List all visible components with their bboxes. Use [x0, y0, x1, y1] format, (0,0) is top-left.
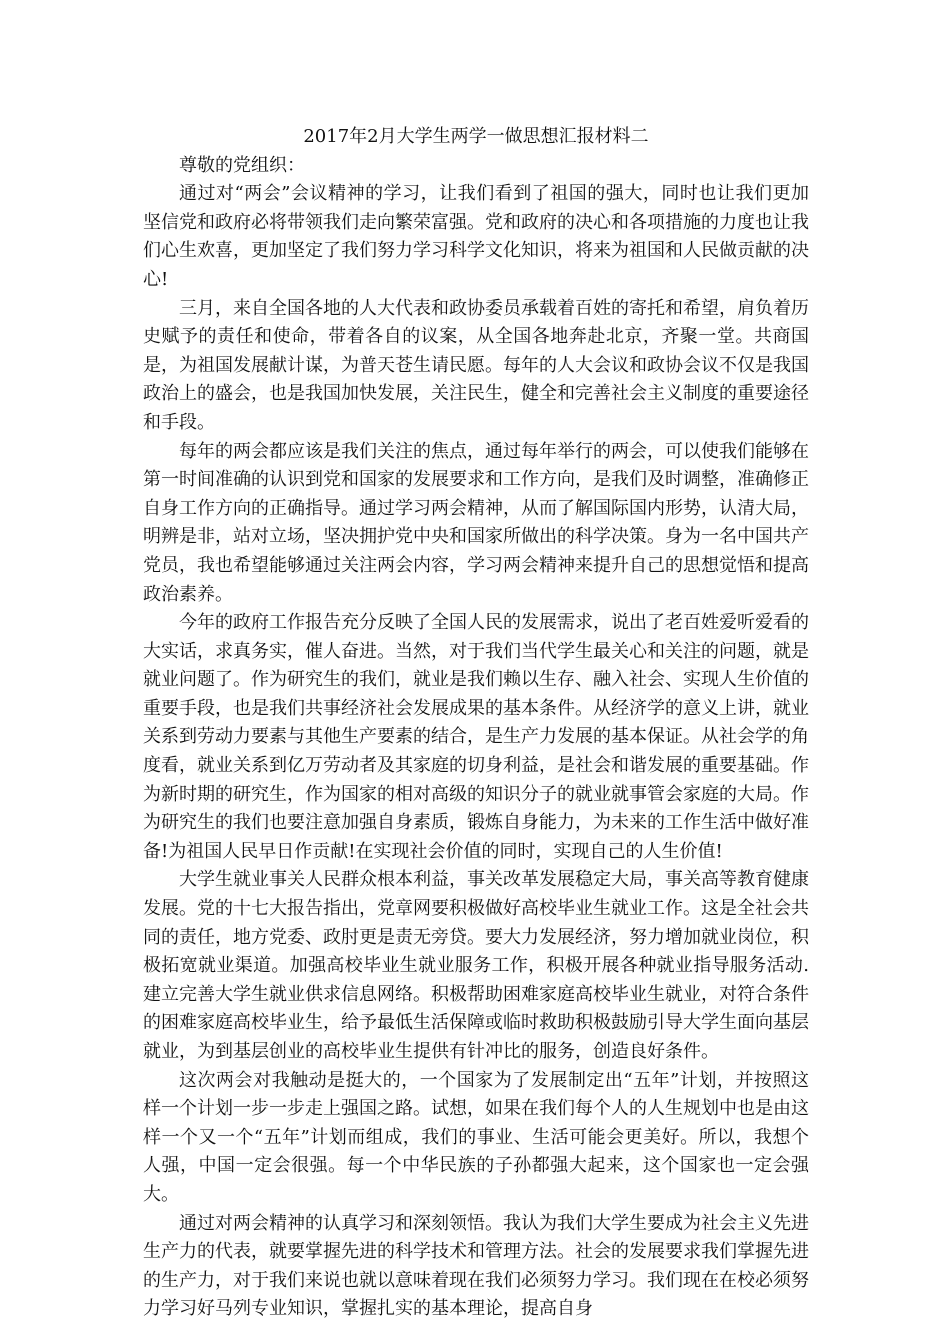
salutation: 尊敬的党组织：	[179, 154, 305, 176]
paragraph: 通过对“两会”会议精神的学习，让我们看到了祖国的强大，同时也让我们更加坚信党和政府必将带领我们走向繁荣富强。党和政府的决心和各项措施的力度也让我们心生欢喜，更加坚定了我们努力学习科学文化知识，将来为祖国和人民做贡献的决心!	[143, 183, 809, 290]
paragraph: 今年的政府工作报告充分反映了全国人民的发展需求，说出了老百姓爱听爱看的大实话，求真务实，催人奋进。当然，对于我们当代学生最关心和关注的问题，就是就业问题了。作为研究生的我们，就业是我们赖以生存、融入社会、实现人生价值的重要手段，也是我们共事经济社会发展成果的基本条件。从经济学的意义上讲，就业关系到劳动力要素与其他生产要素的结合，是生产力发展的基本保证。从社会学的角度看，就业关系到亿万劳动者及其家庭的切身利益，是社会和谐发展的重要基础。作为新时期的研究生，作为国家的相对高级的知识分子的就业就事管会家庭的大局。作为研究生的我们也要注意加强自身素质，锻炼自身能力，为未来的工作生活中做好准备!为祖国人民早日作贡献!在实现社会价值的同时，实现自己的人生价值!	[143, 612, 809, 862]
paragraph: 通过对两会精神的认真学习和深刻领悟。我认为我们大学生要成为社会主义先进生产力的代表，就要掌握先进的科学技术和管理方法。社会的发展要求我们掌握先进的生产力，对于我们来说也就以意味着现在我们必须努力学习。我们现在在校必须努力学习好马列专业知识，掌握扎实的基本理论，提高自身	[143, 1212, 809, 1320]
document-body	[143, 123, 809, 1324]
document-title: 2017年2月大学生两学一做思想汇报材料二	[303, 126, 649, 147]
paragraph: 大学生就业事关人民群众根本利益，事关改革发展稳定大局，事关高等教育健康发展。党的十七大报告指出，党章网要积极做好高校毕业生就业工作。这是全社会共同的责任，地方党委、政肘更是责无旁贷。要大力发展经济，努力增加就业岗位，积极拓宽就业渠道。加强高校毕业生就业服务工作，积极开展各种就业指导服务活动.建立完善大学生就业供求信息网络。积极帮助困难家庭高校毕业生就业，对符合条件的困难家庭高校毕业生，给予最低生活保障或临时救助积极鼓励引导大学生面向基层就业，为到基层创业的高校毕业生提供有针冲比的服务，创造良好条件。	[143, 869, 809, 1062]
paragraph: 三月，来自全国各地的人大代表和政协委员承载着百姓的寄托和希望，肩负着历史赋予的责任和使命，带着各自的议案，从全国各地奔赴北京，齐聚一堂。共商国是，为祖国发展献计谋，为普天苍生请民愿。每年的人大会议和政协会议不仅是我国政治上的盛会，也是我国加快发展，关注民生，健全和完善社会主义制度的重要途径和手段。	[143, 297, 809, 433]
paragraph: 这次两会对我触动是挺大的，一个国家为了发展制定出“五年”计划，并按照这样一个计划一步一步走上强国之路。试想，如果在我们每个人的人生规划中也是由这样一个又一个“五年”计划而组成，我们的事业、生活可能会更美好。所以，我想个人强，中国一定会很强。每一个中华民族的子孙都强大起来，这个国家也一定会强大。	[143, 1069, 809, 1205]
paragraph: 每年的两会都应该是我们关注的焦点，通过每年举行的两会，可以使我们能够在第一时间准确的认识到党和国家的发展要求和工作方向，是我们及时调整，准确修正自身工作方向的正确指导。通过学习两会精神，从而了解国际国内形势，认清大局，明辨是非，站对立场，坚决拥护党中央和国家所做出的科学决策。身为一名中国共产党员，我也希望能够通过关注两会内容，学习两会精神来提升自己的思想觉悟和提高政治素养。	[143, 440, 809, 605]
